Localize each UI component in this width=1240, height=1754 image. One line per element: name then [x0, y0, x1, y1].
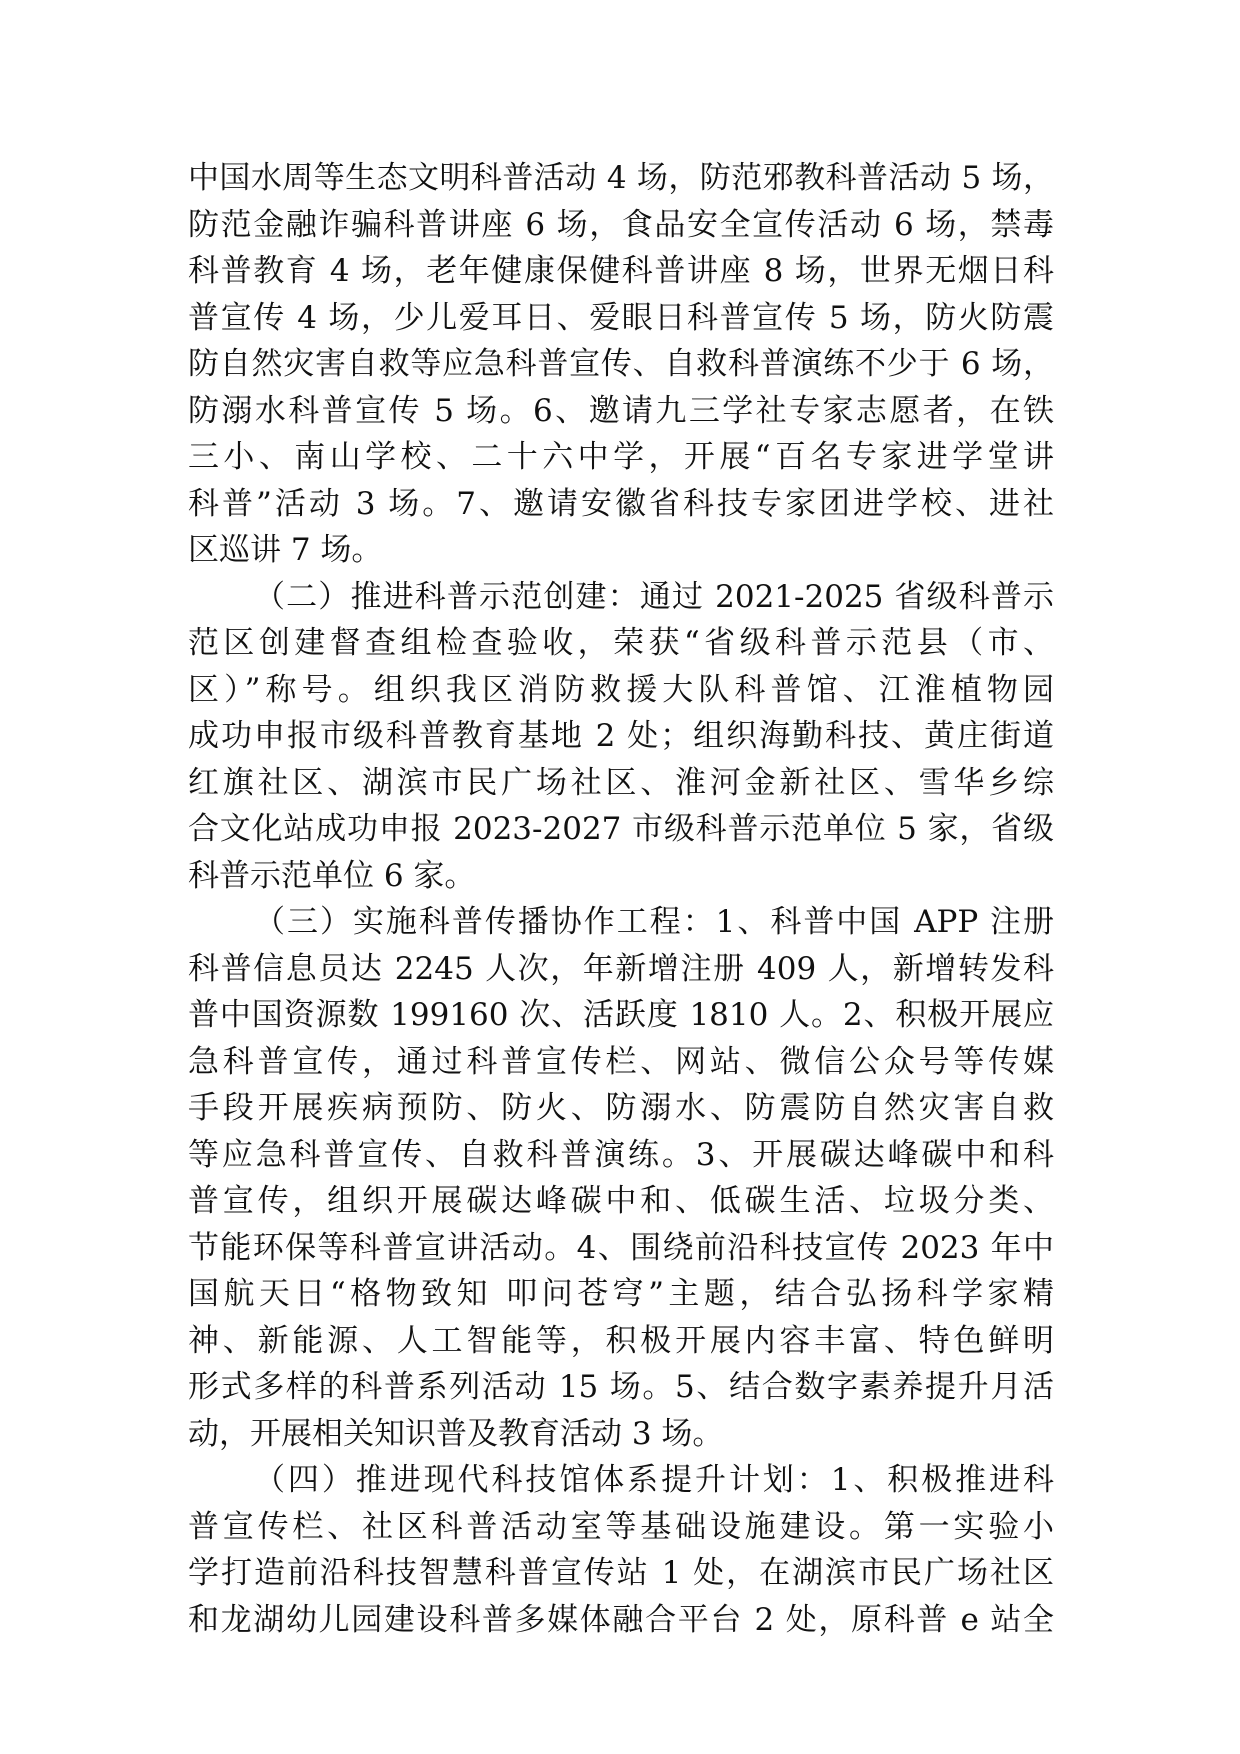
text-line: 神、新能源、人工智能等，积极开展内容丰富、特色鲜明: [188, 1322, 1054, 1359]
paragraph-start-line: （二）推进科普示范创建：通过 2021-2025 省级科普示: [254, 578, 1054, 615]
text-line: 红旗社区、湖滨市民广场社区、淮河金新社区、雪华乡综: [188, 764, 1054, 801]
paragraph-end-line: 区巡讲 7 场。: [188, 532, 383, 568]
text-line: 普宣传栏、社区科普活动室等基础设施建设。第一实验小: [188, 1508, 1054, 1545]
text-line: 成功申报市级科普教育基地 2 处；组织海勤科技、黄庄街道: [188, 718, 1054, 754]
paragraph-start-line: （三）实施科普传播协作工程：1、科普中国 APP 注册: [254, 904, 1054, 940]
text-line: 形式多样的科普系列活动 15 场。5、结合数字素养提升月活: [188, 1369, 1054, 1405]
text-line: 节能环保等科普宣讲活动。4、围绕前沿科技宣传 2023 年中: [188, 1229, 1054, 1266]
text-line: 普中国资源数 199160 次、活跃度 1810 人。2、积极开展应: [188, 997, 1054, 1033]
text-line: 急科普宣传，通过科普宣传栏、网站、微信公众号等传媒: [188, 1043, 1054, 1080]
paragraph-start-line: （四）推进现代科技馆体系提升计划：1、积极推进科: [254, 1462, 1054, 1498]
text-line: 区）”称号。组织我区消防救援大队科普馆、江淮植物园: [188, 671, 1054, 708]
text-line: 手段开展疾病预防、防火、防溺水、防震防自然灾害自救: [188, 1090, 1054, 1126]
text-line: 等应急科普宣传、自救科普演练。3、开展碳达峰碳中和科: [188, 1136, 1054, 1173]
text-line: 中国水周等生态文明科普活动 4 场，防范邪教科普活动 5 场，: [188, 160, 1054, 196]
text-line: 普宣传，组织开展碳达峰碳中和、低碳生活、垃圾分类、: [188, 1183, 1054, 1219]
paragraph-end-line: 科普示范单位 6 家。: [188, 857, 476, 894]
text-line: 学打造前沿科技智慧科普宣传站 1 处，在湖滨市民广场社区: [188, 1555, 1054, 1591]
text-line: 防范金融诈骗科普讲座 6 场，食品安全宣传活动 6 场，禁毒: [188, 206, 1054, 243]
text-line: 合文化站成功申报 2023-2027 市级科普示范单位 5 家，省级: [188, 811, 1054, 847]
document-body: [188, 155, 1054, 1643]
text-line: 范区创建督查组检查验收，荣获“省级科普示范县（市、: [188, 625, 1054, 661]
text-line: 防自然灾害自救等应急科普宣传、自救科普演练不少于 6 场，: [188, 346, 1054, 382]
text-line: 普宣传 4 场，少儿爱耳日、爱眼日科普宣传 5 场，防火防震: [188, 299, 1054, 336]
text-line: 防溺水科普宣传 5 场。6、邀请九三学社专家志愿者，在铁: [188, 392, 1054, 429]
text-line: 科普教育 4 场，老年健康保健科普讲座 8 场，世界无烟日科: [188, 253, 1054, 289]
text-line: 国航天日“格物致知 叩问苍穹”主题，结合弘扬科学家精: [188, 1276, 1054, 1312]
text-line: 科普信息员达 2245 人次，年新增注册 409 人，新增转发科: [188, 950, 1054, 987]
text-line: 科普”活动 3 场。7、邀请安徽省科技专家团进学校、进社: [188, 485, 1054, 522]
paragraph-end-line: 动，开展相关知识普及教育活动 3 场。: [188, 1415, 724, 1452]
text-line: 三小、南山学校、二十六中学，开展“百名专家进学堂讲: [188, 439, 1054, 475]
text-line: 和龙湖幼儿园建设科普多媒体融合平台 2 处，原科普 e 站全: [188, 1601, 1054, 1638]
